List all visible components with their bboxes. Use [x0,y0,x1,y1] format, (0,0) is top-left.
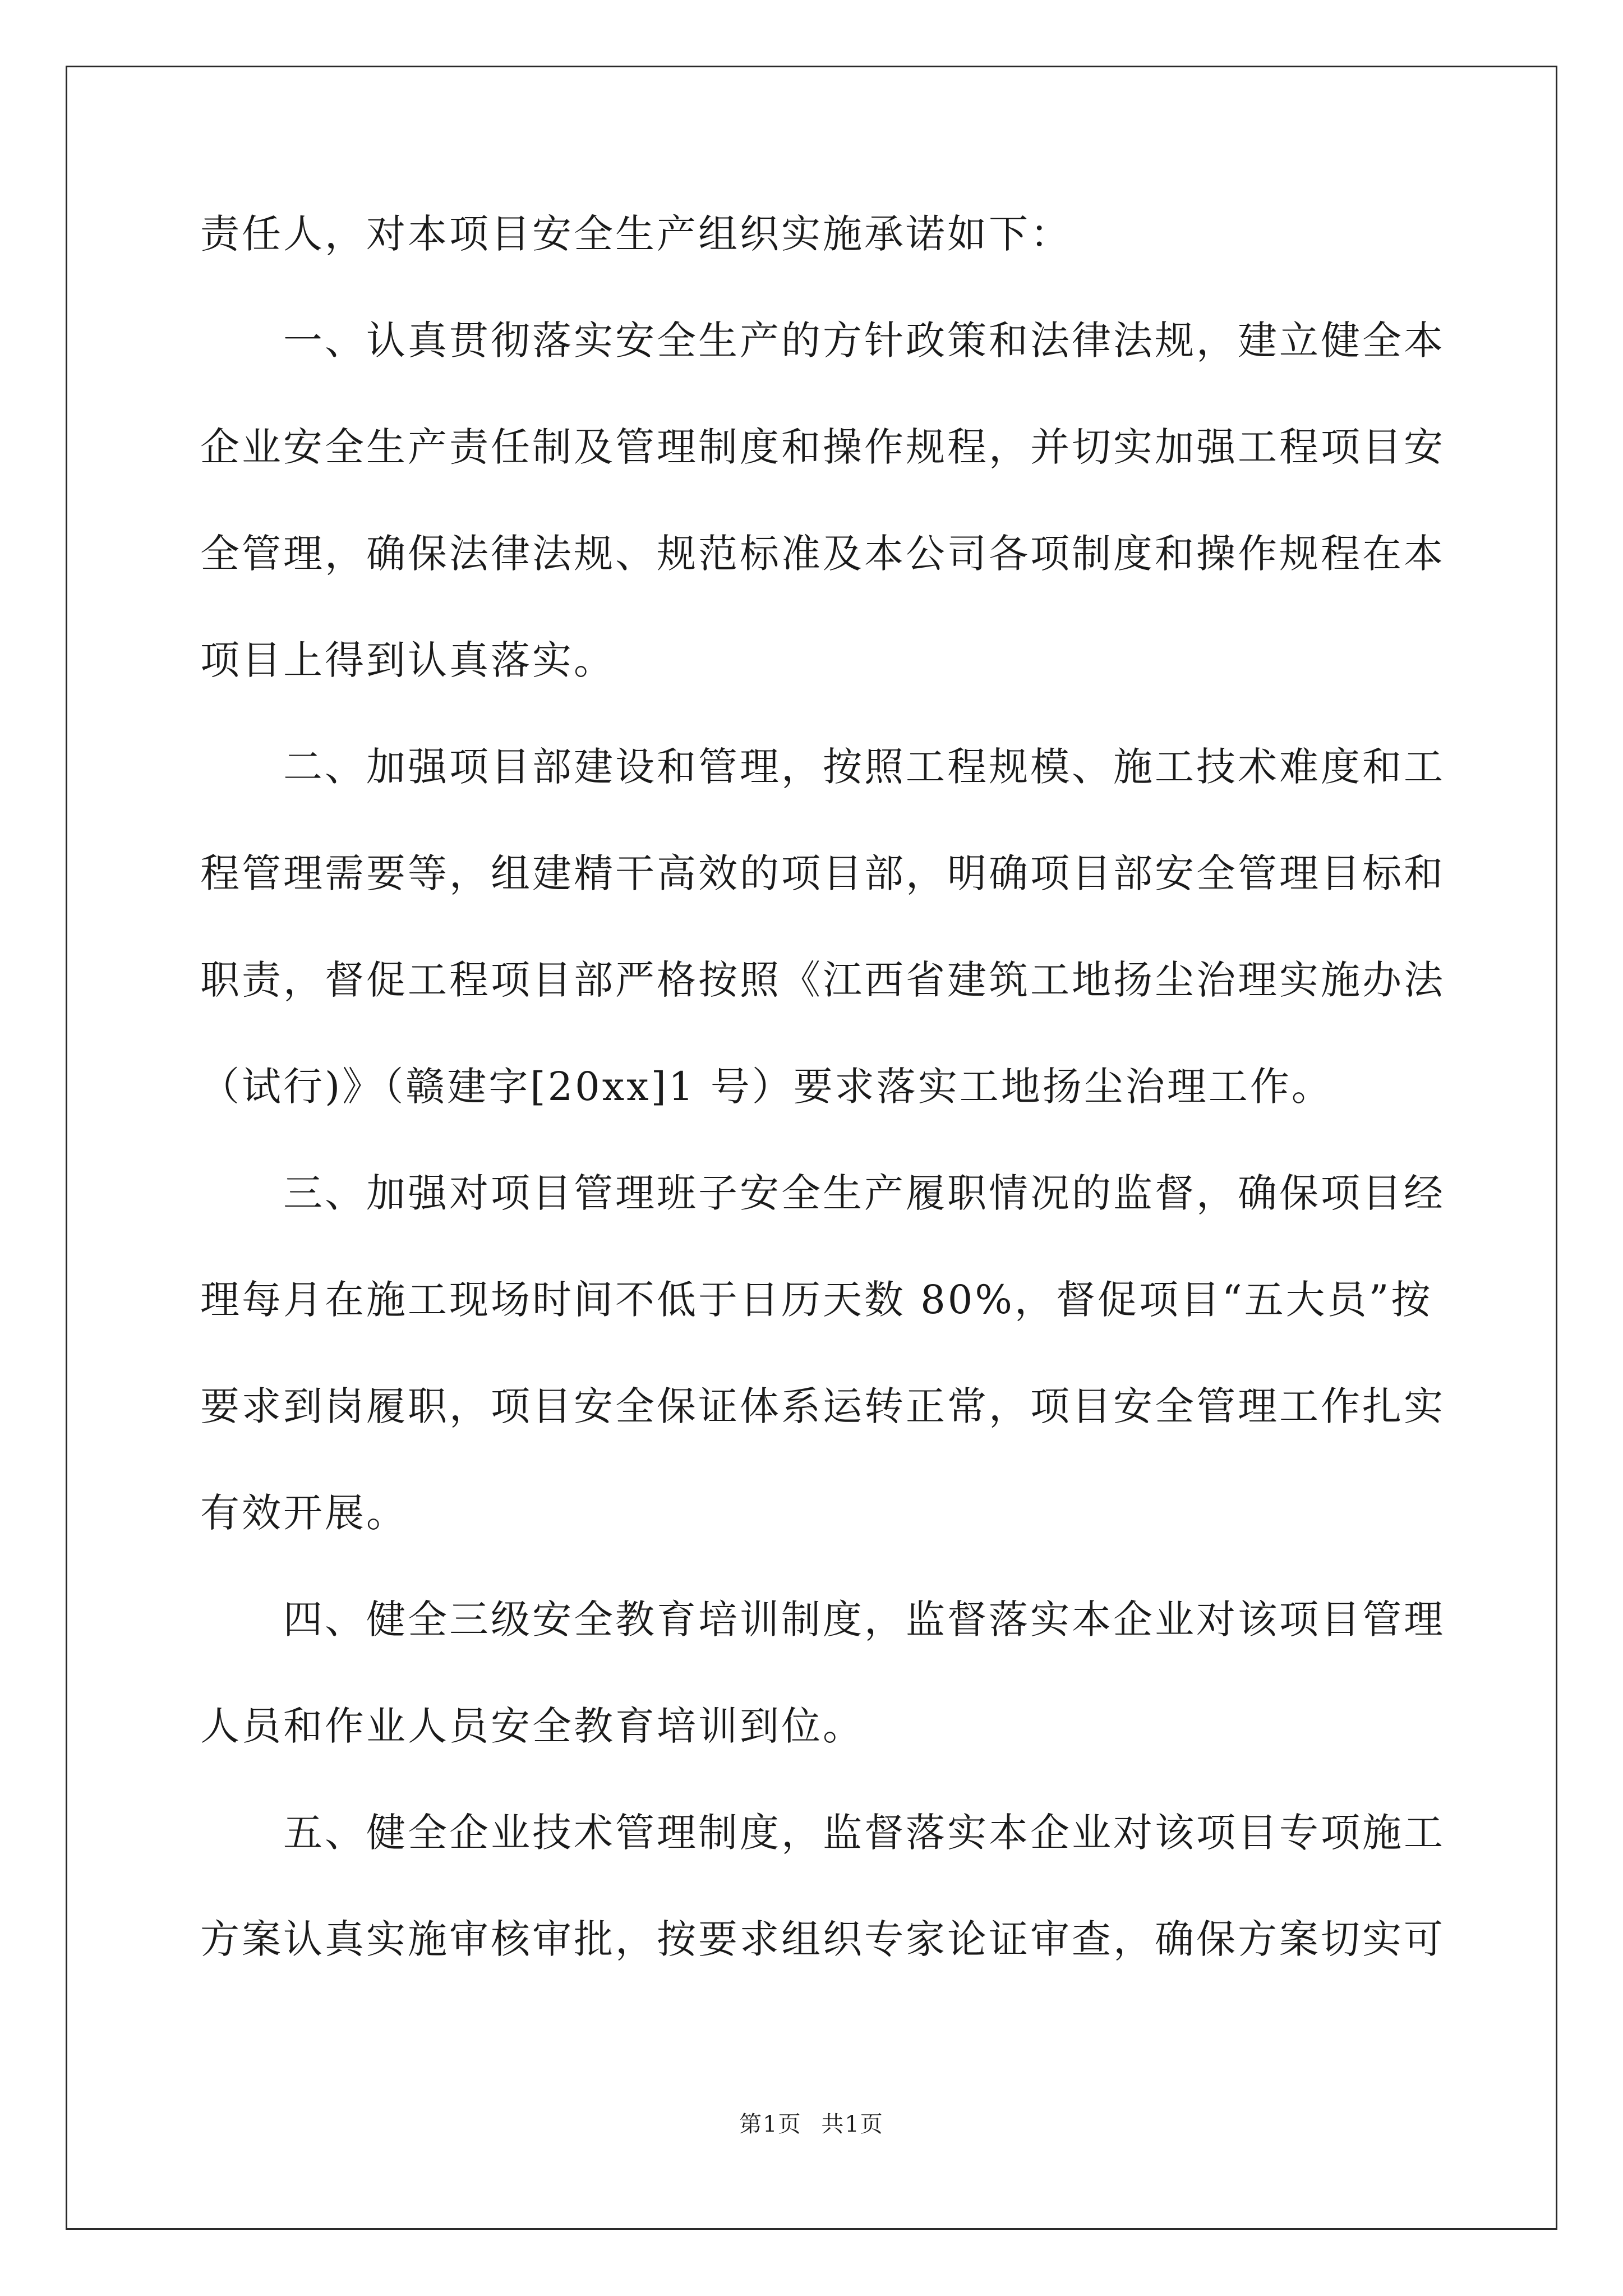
body-line: 方案认真实施审核审批，按要求组织专家论证审查，确保方案切实可 [200,1916,1445,1962]
paragraph-line: 五、健全企业技术管理制度，监督落实本企业对该项目专项施工 [283,1810,1445,1856]
body-line: 企业安全生产责任制及管理制度和操作规程，并切实加强工程项目安 [200,424,1445,470]
paragraph-line: 二、加强项目部建设和管理，按照工程规模、施工技术难度和工 [283,744,1445,790]
page-number-current: 第1页 [739,2111,802,2137]
body-line: 理每月在施工现场时间不低于日历天数 80%，督促项目“五大员”按 [200,1277,1433,1323]
paragraph-line: 一、认真贯彻落实安全生产的方针政策和法律法规，建立健全本 [283,318,1445,364]
body-line: 有效开展。 [200,1490,408,1536]
document-body [200,208,1445,1966]
page-footer [0,2108,1623,2141]
body-line: 人员和作业人员安全教育培训到位。 [200,1703,864,1749]
body-line: 全管理，确保法律法规、规范标准及本公司各项制度和操作规程在本 [200,531,1445,577]
body-line: （试行)》（赣建字[20xx]1 号）要求落实工地扬尘治理工作。 [200,1064,1333,1110]
body-line: 责任人，对本项目安全生产组织实施承诺如下： [200,211,1072,257]
body-line: 要求到岗履职，项目安全保证体系运转正常，项目安全管理工作扎实 [200,1383,1445,1429]
paragraph-line: 四、健全三级安全教育培训制度，监督落实本企业对该项目管理 [283,1596,1445,1642]
body-line: 程管理需要等，组建精干高效的项目部，明确项目部安全管理目标和 [200,850,1445,896]
paragraph-line: 三、加强对项目管理班子安全生产履职情况的监督，确保项目经 [283,1170,1445,1216]
page-number-total: 共1页 [821,2111,884,2137]
body-line: 项目上得到认真落实。 [200,637,615,683]
body-line: 职责，督促工程项目部严格按照《江西省建筑工地扬尘治理实施办法 [200,957,1445,1003]
